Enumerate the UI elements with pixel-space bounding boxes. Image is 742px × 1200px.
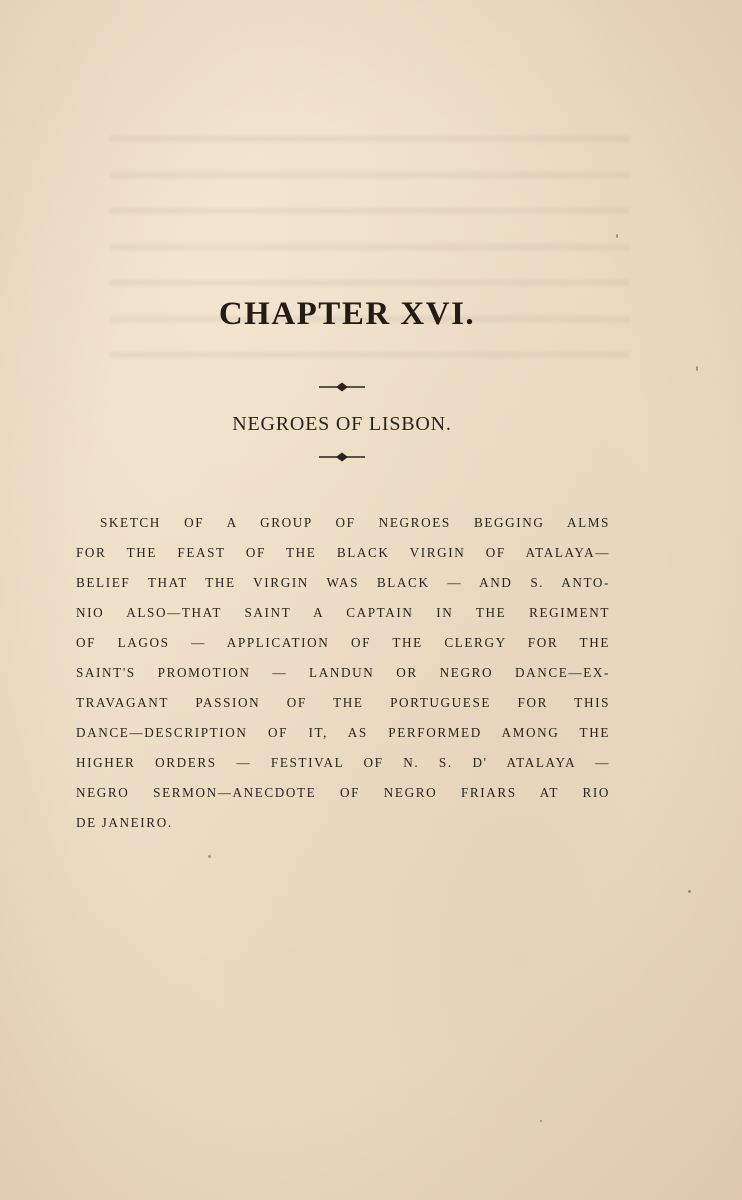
chapter-subtitle: NEGROES OF LISBON. <box>232 413 452 435</box>
paper-speck <box>696 366 698 371</box>
synopsis-line: OF LAGOS — APPLICATION OF THE CLERGY FOR THE <box>76 635 610 650</box>
synopsis-line: DANCE—DESCRIPTION OF IT, AS PERFORMED AMONG THE <box>76 725 610 740</box>
diamond-rule-ornament-icon <box>318 381 366 393</box>
synopsis-line: SAINT'S PROMOTION — LANDUN OR NEGRO DANCE—EX- <box>76 665 610 680</box>
synopsis-line: HIGHER ORDERS — FESTIVAL OF N. S. D' ATALAYA — <box>76 755 610 770</box>
synopsis-line: NEGRO SERMON—ANECDOTE OF NEGRO FRIARS AT RIO <box>76 785 610 800</box>
synopsis-line: NIO ALSO—THAT SAINT A CAPTAIN IN THE REGIMENT <box>76 605 610 620</box>
chapter-title: CHAPTER XVI. <box>218 296 476 332</box>
paper-speck <box>540 1120 542 1122</box>
diamond-rule-ornament-icon <box>318 451 366 463</box>
synopsis-line: FOR THE FEAST OF THE BLACK VIRGIN OF ATALAYA— <box>76 545 610 560</box>
synopsis-line: SKETCH OF A GROUP OF NEGROES BEGGING ALMS <box>100 515 610 530</box>
synopsis-line: DE JANEIRO. <box>76 815 173 830</box>
show-through-text <box>110 118 630 378</box>
synopsis-line: TRAVAGANT PASSION OF THE PORTUGUESE FOR THIS <box>76 695 610 710</box>
synopsis-line: BELIEF THAT THE VIRGIN WAS BLACK — AND S. ANTO- <box>76 575 610 590</box>
paper-speck <box>616 234 618 238</box>
chapter-synopsis <box>76 508 610 838</box>
paper-speck <box>688 890 691 893</box>
paper-speck <box>208 855 211 858</box>
